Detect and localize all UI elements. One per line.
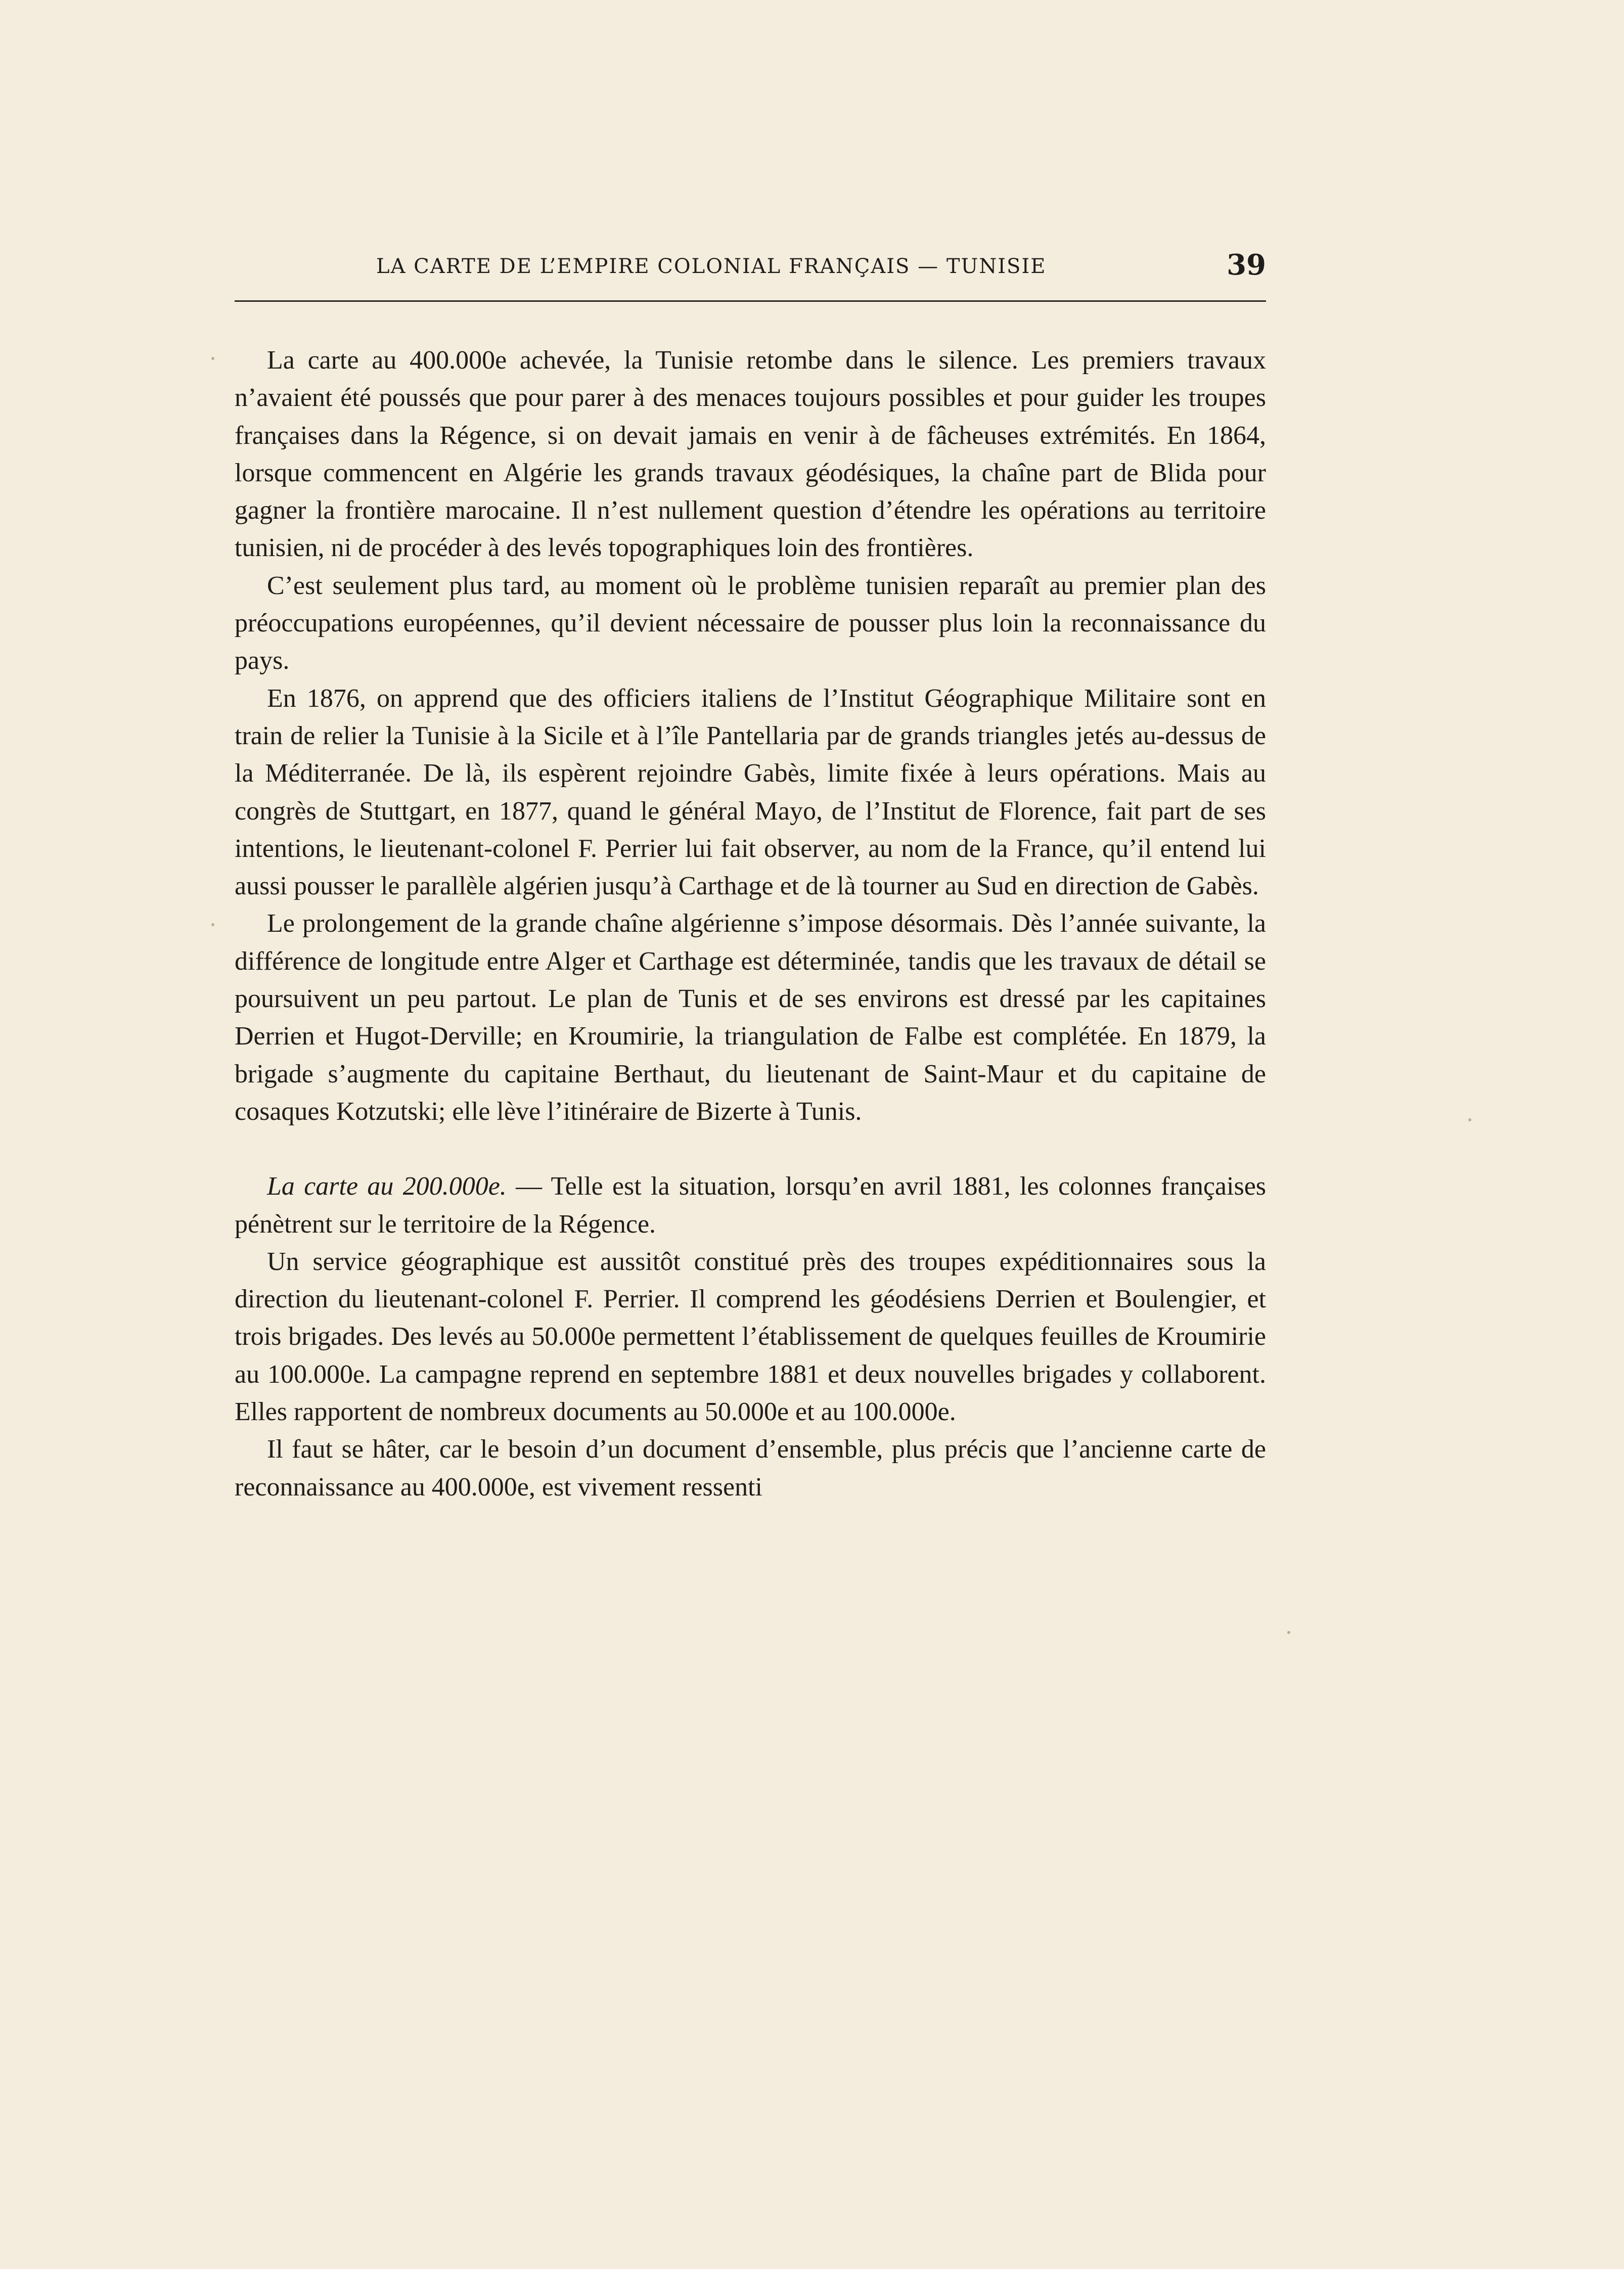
running-head [235,248,1266,286]
paper-speck [1468,1118,1471,1121]
section-opening-paragraph [235,1168,1266,1243]
paper-speck [211,923,214,926]
header-rule [235,300,1266,302]
paragraph-2: C’est seulement plus tard, au moment où le problème tunisien reparaît au premier plan des préoccupations européennes, qu’il devient nécessaire de pousser plus loin la reconnaissance du pays. [235,571,1266,675]
paragraph-3: En 1876, on apprend que des officiers italiens de l’Institut Géographique Militaire sont en train de relier la Tunisie à la Sicile et à l’île Pantellaria par de grands triangles jetés au-dessus de la Méditerranée. De là, ils espèrent rejoindre Gabès, limite fixée à leurs opérations. Mais au congrès de Stuttgart, en 1877, quand le général Mayo, de l’Institut de Florence, fait part de ses intentions, le lieutenant-colonel F. Perrier lui fait observer, au nom de la France, qu’il entend lui aussi pousser le parallèle algérien jusqu’à Carthage et de là tourner au Sud en direction de Gabès. [235,684,1266,901]
paragraph-6: Un service géographique est aussitôt constitué près des troupes expéditionnaires sous la direction du lieutenant-colonel F. Perrier. Il comprend les géodésiens Derrien et Boulengier, et trois brigades. Des levés au 50.000e permettent l’établissement de quelques feuilles de Kroumirie au 100.000e. La campagne reprend en septembre 1881 et deux nouvelles brigades y collaborent. Elles rapportent de nombreux documents au 50.000e et au 100.000e. [235,1247,1266,1427]
section-lead-text: — Telle est la situation, lorsqu’en avril 1881, les colonnes françaises pénètrent sur le territoire de la Régence. [235,1172,1267,1239]
paper-speck [211,357,214,360]
body-text [235,342,1266,1506]
paragraph-7: Il faut se hâter, car le besoin d’un document d’ensemble, plus précis que l’ancienne carte de reconnaissance au 400.000e, est vivement ressenti [235,1435,1266,1502]
section-title: La carte au 200.000e. [267,1172,507,1201]
paper-speck [1287,1631,1290,1634]
paragraph-4: Le prolongement de la grande chaîne algérienne s’impose désormais. Dès l’année suivante, la différence de longitude entre Alger et Carthage est déterminée, tandis que les travaux de détail se poursuivent un peu partout. Le plan de Tunis et de ses environs est dressé par les capitaines Derrien et Hugot-Derville; en Kroumirie, la triangulation de Falbe est complétée. En 1879, la brigade s’augmente du capitaine Berthaut, du lieutenant de Saint-Maur et du capitaine de cosaques Kotzutski; elle lève l’itinéraire de Bizerte à Tunis. [235,909,1266,1126]
page-number: 39 [1227,248,1266,282]
paragraph-1: La carte au 400.000e achevée, la Tunisie retombe dans le silence. Les premiers travaux n’avaient été poussés que pour parer à des menaces toujours possibles et pour guider les troupes françaises dans la Régence, si on devait jamais en venir à de fâcheuses extrémités. En 1864, lorsque commencent en Algérie les grands travaux géodésiques, la chaîne part de Blida pour gagner la frontière marocaine. Il n’est nullement question d’étendre les opérations au territoire tunisien, ni de procéder à des levés topographiques loin des frontières. [235,346,1266,563]
running-title: LA CARTE DE L’EMPIRE COLONIAL FRANÇAIS — TUNISIE [376,255,1047,278]
